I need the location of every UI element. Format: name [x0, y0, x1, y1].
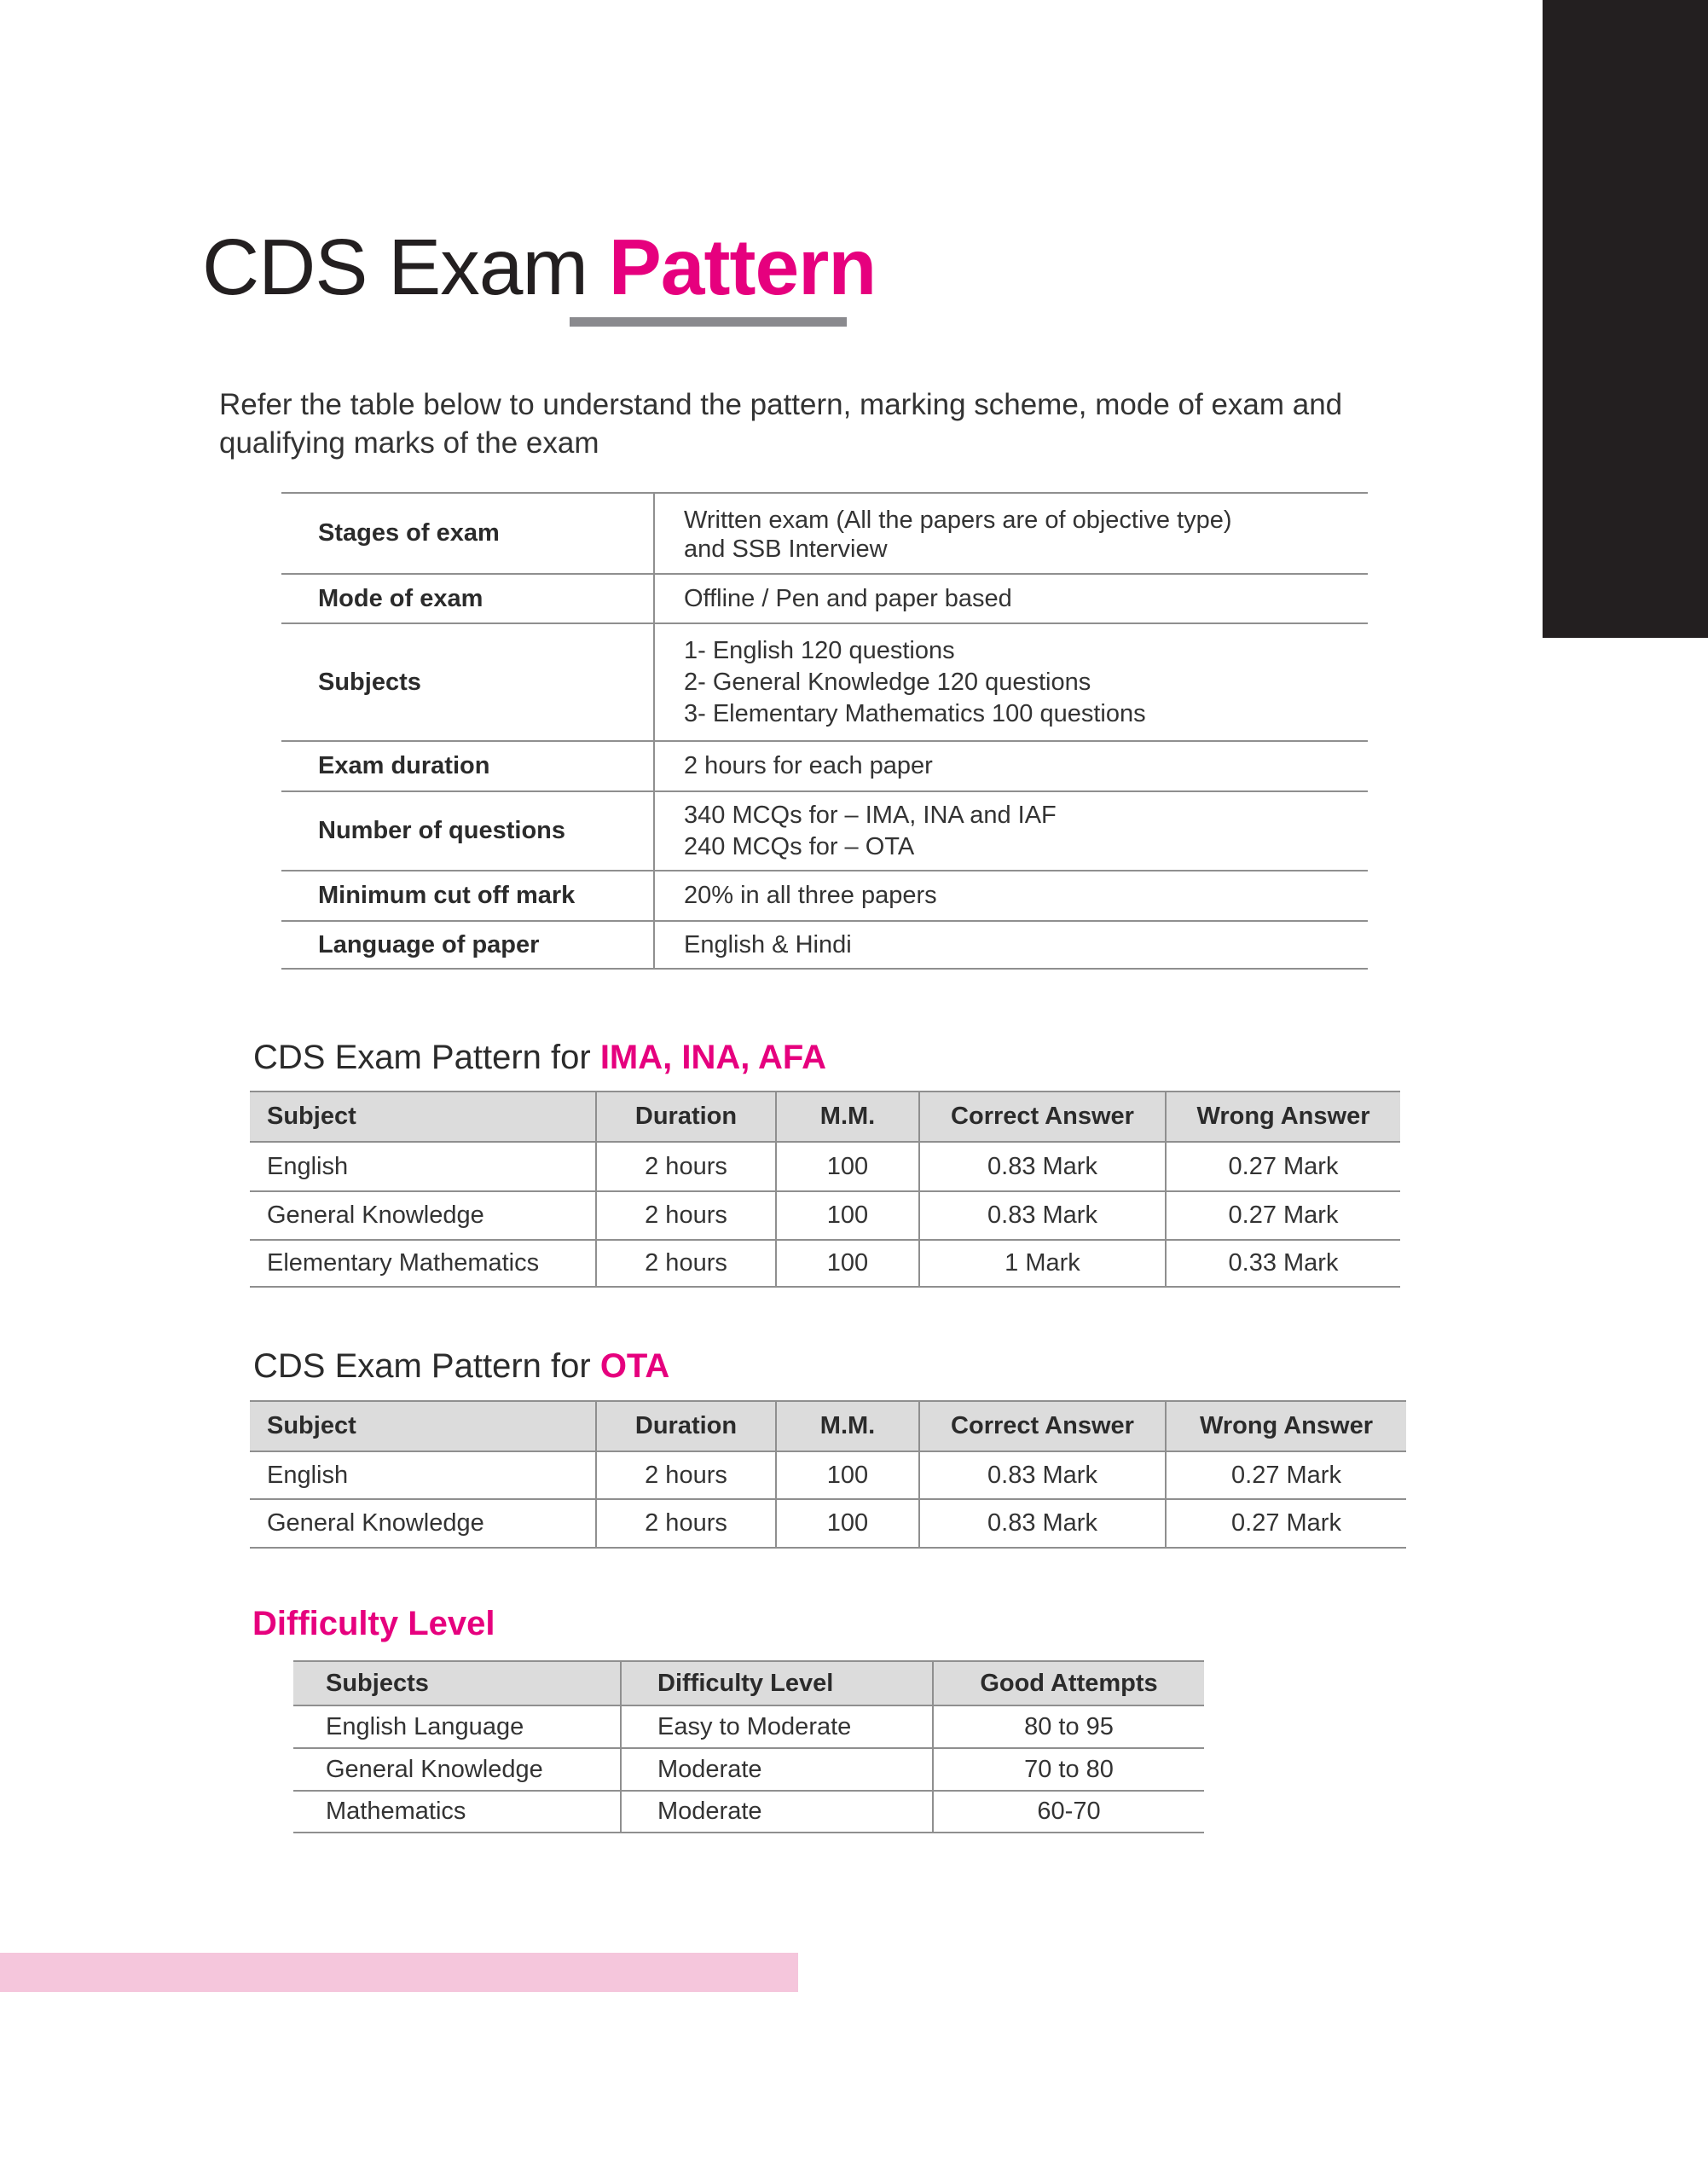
overview-value [654, 791, 1368, 871]
column-header-correct-answer: Correct Answer [919, 1092, 1166, 1142]
table-row [250, 1142, 1400, 1191]
cell-difficulty-level: Easy to Moderate [621, 1705, 933, 1748]
overview-value-line: 3- Elementary Mathematics 100 questions [684, 699, 1146, 727]
column-header-duration: Duration [596, 1092, 776, 1142]
table-row [281, 921, 1368, 969]
table-row [250, 1499, 1406, 1548]
overview-table [281, 492, 1368, 970]
overview-value [654, 871, 1368, 921]
cell-correct-answer: 0.83 Mark [919, 1191, 1166, 1240]
overview-value [654, 921, 1368, 969]
cell-max-marks: 100 [776, 1191, 919, 1240]
overview-value-line: 240 MCQs for – OTA [684, 832, 915, 860]
overview-label: Number of questions [281, 791, 654, 871]
cell-subject: General Knowledge [293, 1748, 621, 1791]
cell-correct-answer: 0.83 Mark [919, 1499, 1166, 1548]
cell-subject: English [250, 1142, 596, 1191]
overview-value-line: English & Hindi [684, 930, 852, 958]
overview-value-line: Offline / Pen and paper based [684, 584, 1012, 612]
table-header-row [250, 1401, 1406, 1451]
overview-value-line: and SSB Interview [684, 536, 888, 563]
column-header-correct-answer: Correct Answer [919, 1401, 1166, 1451]
column-header-wrong-answer: Wrong Answer [1166, 1092, 1400, 1142]
page-title [202, 220, 876, 314]
difficulty-table [293, 1660, 1204, 1833]
column-header-subject: Subject [250, 1092, 596, 1142]
cell-difficulty-level: Moderate [621, 1791, 933, 1833]
cell-good-attempts: 70 to 80 [933, 1748, 1204, 1791]
overview-value-line: Written exam (All the papers are of objective type) [684, 507, 1232, 534]
cell-duration: 2 hours [596, 1142, 776, 1191]
cell-good-attempts: 80 to 95 [933, 1705, 1204, 1748]
table-row [250, 1240, 1400, 1287]
cell-difficulty-level: Moderate [621, 1748, 933, 1791]
cell-good-attempts: 60-70 [933, 1791, 1204, 1833]
column-header-duration: Duration [596, 1401, 776, 1451]
title-prefix: CDS Exam [202, 223, 588, 311]
overview-value-line: 20% in all three papers [684, 882, 937, 909]
overview-value [654, 493, 1368, 574]
cell-duration: 2 hours [596, 1499, 776, 1548]
cell-subject: English Language [293, 1705, 621, 1748]
column-header-subjects: Subjects [293, 1661, 621, 1705]
cell-correct-answer: 0.83 Mark [919, 1142, 1166, 1191]
overview-label: Stages of exam [281, 493, 654, 574]
table-header-row [250, 1092, 1400, 1142]
cell-subject: General Knowledge [250, 1191, 596, 1240]
cell-wrong-answer: 0.27 Mark [1166, 1142, 1400, 1191]
ima-heading [253, 1037, 826, 1078]
overview-value [654, 574, 1368, 623]
overview-value [654, 623, 1368, 741]
ota-heading-prefix: CDS Exam Pattern for [253, 1347, 591, 1385]
column-header-subject: Subject [250, 1401, 596, 1451]
table-header-row [293, 1661, 1204, 1705]
cell-wrong-answer: 0.27 Mark [1166, 1191, 1400, 1240]
ota-heading [253, 1346, 669, 1387]
cell-duration: 2 hours [596, 1240, 776, 1287]
overview-label: Language of paper [281, 921, 654, 969]
ima-table [250, 1091, 1400, 1288]
table-row [281, 574, 1368, 623]
overview-value [654, 741, 1368, 791]
cell-wrong-answer: 0.27 Mark [1166, 1499, 1406, 1548]
column-header-max-marks: M.M. [776, 1092, 919, 1142]
dark-side-bar [1543, 0, 1708, 638]
overview-label: Minimum cut off mark [281, 871, 654, 921]
cell-correct-answer: 1 Mark [919, 1240, 1166, 1287]
table-row [293, 1748, 1204, 1791]
overview-label: Subjects [281, 623, 654, 741]
difficulty-heading: Difficulty Level [252, 1605, 495, 1642]
overview-value-line: 2- General Knowledge 120 questions [684, 668, 1091, 696]
cell-subject: English [250, 1451, 596, 1499]
overview-value-line: 1- English 120 questions [684, 636, 955, 664]
cell-max-marks: 100 [776, 1240, 919, 1287]
intro-text: Refer the table below to understand the pattern, marking scheme, mode of exam and qualifying marks of the exam [219, 388, 1343, 460]
cell-max-marks: 100 [776, 1142, 919, 1191]
column-header-good-attempts: Good Attempts [933, 1661, 1204, 1705]
table-row [281, 871, 1368, 921]
cell-duration: 2 hours [596, 1191, 776, 1240]
cell-max-marks: 100 [776, 1451, 919, 1499]
cell-correct-answer: 0.83 Mark [919, 1451, 1166, 1499]
ota-heading-accent: OTA [599, 1347, 670, 1385]
cell-max-marks: 100 [776, 1499, 919, 1548]
pink-footer-bar [0, 1953, 798, 1992]
table-row [281, 493, 1368, 574]
table-row [281, 791, 1368, 871]
column-header-wrong-answer: Wrong Answer [1166, 1401, 1406, 1451]
title-accent: Pattern [608, 223, 877, 311]
cell-wrong-answer: 0.33 Mark [1166, 1240, 1400, 1287]
ima-heading-prefix: CDS Exam Pattern for [253, 1039, 591, 1076]
title-underline [570, 317, 847, 327]
column-header-max-marks: M.M. [776, 1401, 919, 1451]
overview-label: Exam duration [281, 741, 654, 791]
overview-label: Mode of exam [281, 574, 654, 623]
overview-value-line: 340 MCQs for – IMA, INA and IAF [684, 801, 1057, 829]
table-row [250, 1451, 1406, 1499]
table-row [293, 1791, 1204, 1833]
ota-table [250, 1400, 1406, 1549]
cell-subject: Elementary Mathematics [250, 1240, 596, 1287]
cell-subject: General Knowledge [250, 1499, 596, 1548]
table-row [281, 623, 1368, 741]
table-row [281, 741, 1368, 791]
cell-subject: Mathematics [293, 1791, 621, 1833]
overview-value-line: 2 hours for each paper [684, 752, 933, 779]
table-row [293, 1705, 1204, 1748]
table-row [250, 1191, 1400, 1240]
ima-heading-accent: IMA, INA, AFA [599, 1039, 826, 1076]
cell-wrong-answer: 0.27 Mark [1166, 1451, 1406, 1499]
cell-duration: 2 hours [596, 1451, 776, 1499]
column-header-difficulty-level: Difficulty Level [621, 1661, 933, 1705]
